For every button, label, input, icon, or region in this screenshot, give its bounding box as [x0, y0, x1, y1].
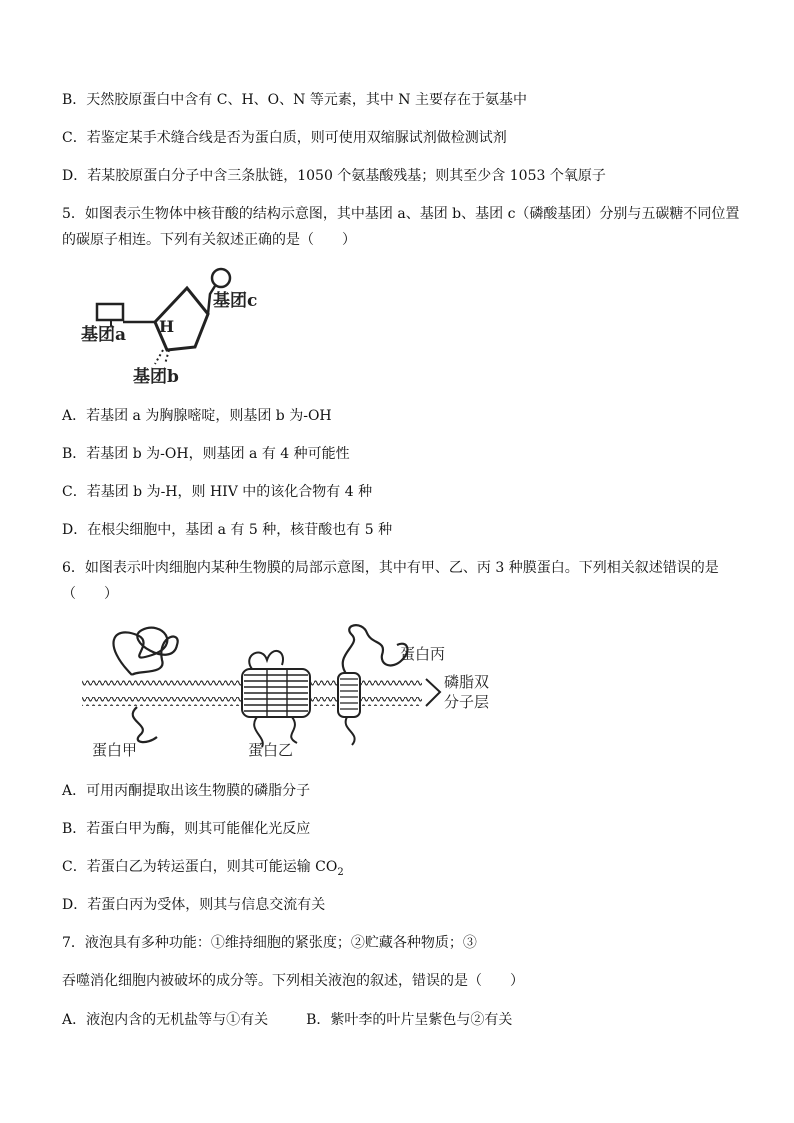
- q4-option-b: B．天然胶原蛋白中含有 C、H、O、N 等元素，其中 N 主要存在于氨基中: [62, 92, 527, 108]
- q6-stem-line-1: 6．如图表示叶肉细胞内某种生物膜的局部示意图，其中有甲、乙、丙 3 种膜蛋白。下列相关叙述错误的是: [62, 560, 719, 576]
- q6-option-b: B．若蛋白甲为酶，则其可能催化光反应: [62, 821, 311, 837]
- label-bilayer-2: 分子层: [444, 693, 490, 711]
- q7-options-row: [62, 1010, 512, 1030]
- label-group-b: 基团b: [133, 367, 179, 387]
- label-protein-bing: 蛋白丙: [400, 645, 446, 663]
- q7-option-a: A．液泡内含的无机盐等与①有关: [62, 1012, 269, 1028]
- q4-option-c: C．若鉴定某手术缝合线是否为蛋白质，则可使用双缩脲试剂做检测试剂: [62, 130, 507, 146]
- nucleotide-structure-figure: [75, 262, 300, 390]
- q5-option-a: A．若基团 a 为胸腺嘧啶，则基团 b 为-OH: [62, 408, 332, 424]
- q7-option-b: B．紫叶李的叶片呈紫色与②有关: [306, 1012, 513, 1028]
- label-group-a: 基团a: [81, 325, 127, 345]
- protein-yi: [242, 651, 310, 747]
- label-h: H: [159, 317, 175, 336]
- q7-stem-line-2: 吞噬消化细胞内被破坏的成分等。下列相关液泡的叙述，错误的是（ ）: [62, 973, 524, 989]
- group-a-box: [97, 304, 123, 320]
- label-protein-yi: 蛋白乙: [248, 741, 294, 759]
- group-c-circle: [212, 269, 230, 287]
- q5-stem-line-2: 的碳原子相连。下列有关叙述正确的是（ ）: [62, 232, 356, 248]
- label-group-c: 基团c: [213, 291, 258, 311]
- q6-option-d: D．若蛋白丙为受体，则其与信息交流有关: [62, 897, 326, 913]
- membrane-protein-figure: [62, 615, 522, 765]
- q5-option-c: C．若基团 b 为-H，则 HIV 中的该化合物有 4 种: [62, 484, 373, 500]
- q6-option-c-text: C．若蛋白乙为转运蛋白，则其可能运输 CO: [62, 859, 338, 875]
- q4-option-d: D．若某胶原蛋白分子中含三条肽链，1050 个氨基酸残基；则其至少含 1053 个氧原子: [62, 168, 606, 184]
- q6-option-c-subscript: 2: [337, 866, 344, 878]
- q6-option-c: [62, 857, 344, 883]
- q5-stem-line-1: 5．如图表示生物体中核苷酸的结构示意图，其中基团 a、基团 b、基团 c（磷酸基团）分别与五碳糖不同位置: [62, 206, 740, 222]
- q5-option-d: D．在根尖细胞中，基团 a 有 5 种，核苷酸也有 5 种: [62, 522, 393, 538]
- label-bilayer-1: 磷脂双: [444, 673, 490, 691]
- q5-option-b: B．若基团 b 为-OH，则基团 a 有 4 种可能性: [62, 446, 350, 462]
- label-protein-jia: 蛋白甲: [92, 741, 138, 759]
- q7-stem-line-1: 7．液泡具有多种功能：①维持细胞的紧张度；②贮藏各种物质；③: [62, 935, 477, 951]
- q6-stem-line-2: （ ）: [62, 586, 118, 602]
- q6-option-a: A．可用丙酮提取出该生物膜的磷脂分子: [62, 783, 311, 799]
